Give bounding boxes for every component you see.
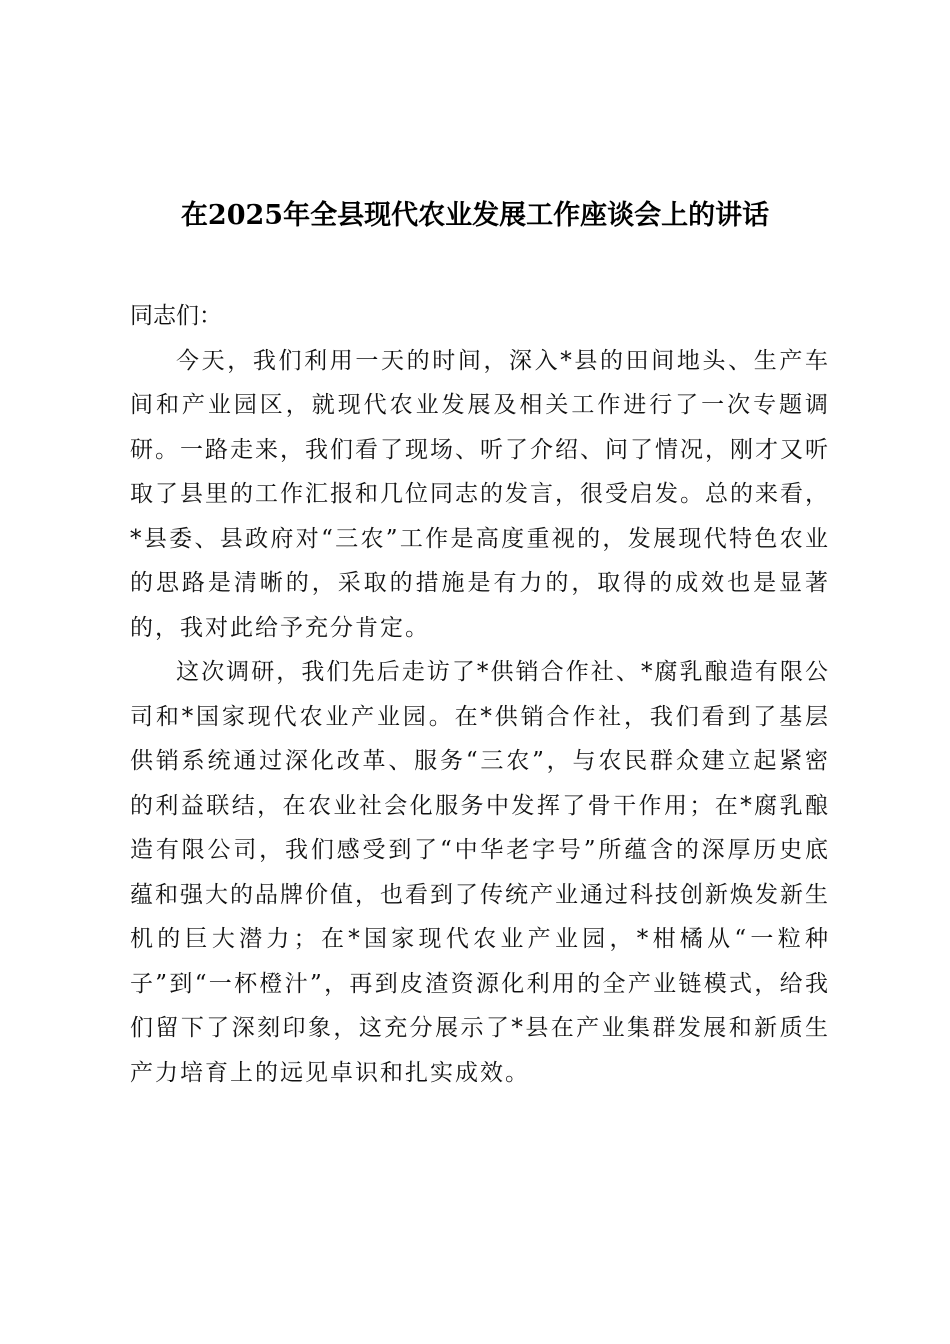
paragraph-2: 这次调研，我们先后走访了*供销合作社、*腐乳酿造有限公司和*国家现代农业产业园。在*供销合作社，我们看到了基层供销系统通过深化改革、服务“三农”，与农民群众建立起紧密的利益联结，在农业社会化服务中发挥了骨干作用；在*腐乳酿造有限公司，我们感受到了“中华老字号”所蕴含的深厚历史底蕴和强大的品牌价值，也看到了传统产业通过科技创新焕发新生机的巨大潜力；在*国家现代农业产业园，*柑橘从“一粒种子”到“一杯橙汁”，再到皮渣资源化利用的全产业链模式，给我们留下了深刻印象，这充分展示了*县在产业集群发展和新质生产力培育上的远见卓识和扎实成效。 bbox=[130, 659, 830, 1086]
salutation: 同志们： bbox=[130, 303, 222, 329]
paragraph-1: 今天，我们利用一天的时间，深入*县的田间地头、生产车间和产业园区，就现代农业发展及相关工作进行了一次专题调研。一路走来，我们看了现场、听了介绍、问了情况，刚才又听取了县里的工作汇报和几位同志的发言，很受启发。总的来看，*县委、县政府对“三农”工作是高度重视的，发展现代特色农业的思路是清晰的，采取的措施是有力的，取得的成效也是显著的，我对此给予充分肯定。 bbox=[130, 347, 830, 641]
document-body bbox=[130, 294, 830, 1095]
document-title: 在2025年全县现代农业发展工作座谈会上的讲话 bbox=[180, 200, 770, 231]
